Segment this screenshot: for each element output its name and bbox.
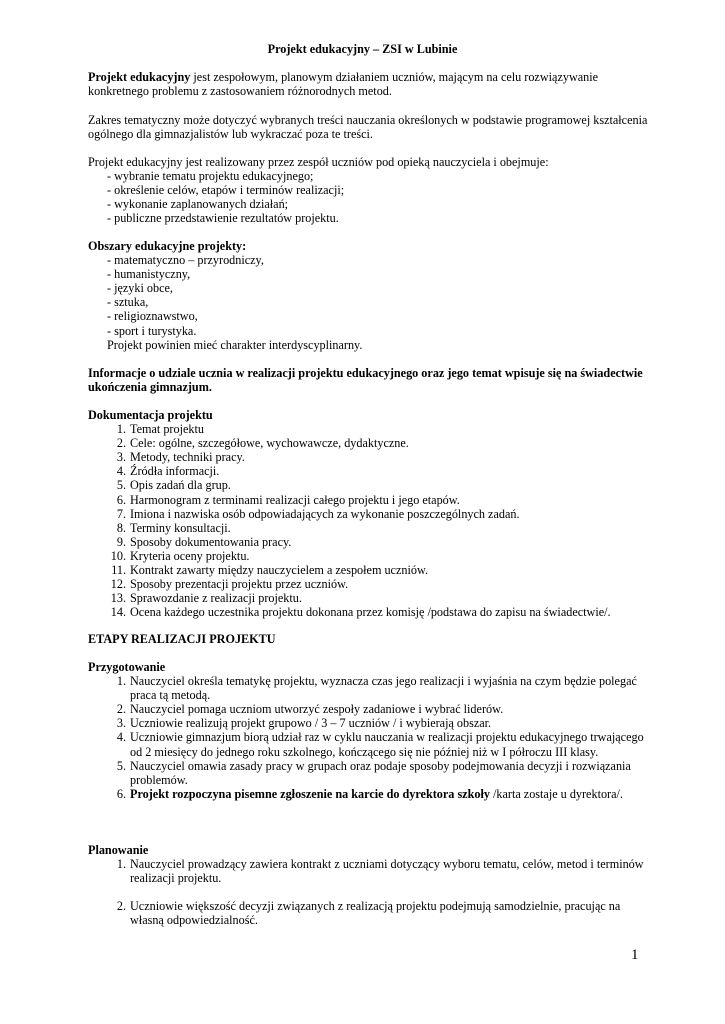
item-text: /karta zostaje u dyrektora/. xyxy=(489,786,623,801)
realization-lead: Projekt edukacyjny jest realizowany przez zespół uczniów pod opieką nauczyciela i obejmuje: xyxy=(88,155,549,169)
preparation-section xyxy=(88,660,648,801)
list-item xyxy=(88,521,648,535)
item-text: Sprawozdanie z realizacji projektu. xyxy=(130,591,302,606)
list-item xyxy=(88,493,648,507)
item-text: Kontrakt zawarty między nauczycielem a zespołem uczniów. xyxy=(130,563,429,578)
list-item: - określenie celów, etapów i terminów realizacji; xyxy=(107,183,345,198)
item-number: 1. xyxy=(116,857,126,872)
realization-section xyxy=(88,155,648,225)
item-number: 7. xyxy=(116,506,126,521)
stages-heading: ETAPY REALIZACJI PROJEKTU xyxy=(88,632,276,646)
list-item xyxy=(88,422,648,436)
areas-heading: Obszary edukacyjne projekty: xyxy=(88,239,247,253)
list-item xyxy=(88,674,648,702)
list-item xyxy=(88,857,648,885)
item-text: Nauczyciel pomaga uczniom utworzyć zespoły zadaniowe i wybrać liderów. xyxy=(130,702,504,717)
documentation-heading: Dokumentacja projektu xyxy=(88,408,213,422)
item-number: 3. xyxy=(116,716,126,731)
item-text: Uczniowie gimnazjum biorą udział raz w cyklu nauczania w realizacji projektu edukacyjnego trwającego od 2 miesięcy do jednego roku szkolnego, kończącego się nie później niż w I półroczu III klasy. xyxy=(130,730,644,759)
list-item xyxy=(88,535,648,549)
list-item xyxy=(88,759,648,787)
item-number: 11. xyxy=(111,563,126,578)
preparation-list xyxy=(88,674,648,787)
planning-list xyxy=(88,857,648,927)
item-number: 2. xyxy=(116,436,126,451)
item-number: 6. xyxy=(116,492,126,507)
item-number: 9. xyxy=(116,534,126,549)
list-item: - religioznawstwo, xyxy=(107,309,198,324)
item-number: 13. xyxy=(110,591,126,606)
list-item xyxy=(88,787,648,801)
item-text: Imiona i nazwiska osób odpowiadających za wykonanie poszczególnych zadań. xyxy=(130,506,520,521)
list-item: - sztuka, xyxy=(107,295,149,310)
item-number: 3. xyxy=(116,450,126,465)
list-item xyxy=(88,549,648,563)
item-number: 1. xyxy=(116,422,126,437)
list-item: - języki obce, xyxy=(107,281,173,296)
item-number: 5. xyxy=(116,478,126,493)
planning-section xyxy=(88,843,648,927)
item-text: Temat projektu xyxy=(130,422,204,437)
intro-paragraph xyxy=(88,70,648,98)
planning-heading: Planowanie xyxy=(88,843,149,857)
item-number: 12. xyxy=(110,577,126,592)
item-number: 5. xyxy=(116,758,126,773)
documentation-section xyxy=(88,408,648,619)
item-number: 4. xyxy=(116,464,126,479)
list-item xyxy=(88,478,648,492)
document-title: Projekt edukacyjny – ZSI w Lubinie xyxy=(267,42,458,56)
list-item xyxy=(88,605,648,619)
item-number: 4. xyxy=(116,730,126,745)
item-text: Uczniowie realizują projekt grupowo / 3 – 7 uczniów / i wybierają obszar. xyxy=(130,716,492,731)
areas-section xyxy=(88,239,648,352)
item-number: 1. xyxy=(116,674,126,689)
list-item xyxy=(88,464,648,478)
list-item xyxy=(88,436,648,450)
item-text: Nauczyciel omawia zasady pracy w grupach oraz podaje sposoby podejmowania decyzji i rozwiązania problemów. xyxy=(130,758,631,787)
certificate-note: Informacje o udziale ucznia w realizacji projektu edukacyjnego oraz jego temat wpisuje się na świadectwie ukończenia gimnazjum. xyxy=(88,366,643,395)
list-item: - wybranie tematu projektu edukacyjnego; xyxy=(107,169,314,184)
item-text: Metody, techniki pracy. xyxy=(130,450,245,465)
item-text: Ocena każdego uczestnika projektu dokonana przez komisję /podstawa do zapisu na świadectwie/. xyxy=(130,605,611,620)
item-number: 10. xyxy=(110,548,126,563)
page-number: 1 xyxy=(631,947,639,963)
item-text: Sposoby dokumentowania pracy. xyxy=(130,534,292,549)
item-number: 6. xyxy=(116,786,126,801)
documentation-list xyxy=(88,422,648,619)
preparation-list-last xyxy=(88,787,648,801)
item-bold-text: Projekt rozpoczyna pisemne zgłoszenie na karcie do dyrektora szkoły xyxy=(130,786,490,801)
item-text: Cele: ogólne, szczegółowe, wychowawcze, dydaktyczne. xyxy=(130,436,409,451)
scope-paragraph: Zakres tematyczny może dotyczyć wybranych treści nauczania określonych w podstawie programowej kształcenia ogólnego dla gimnazjalistów lub wykraczać poza te treści. xyxy=(88,113,648,142)
item-text: Nauczyciel prowadzący zawiera kontrakt z uczniami dotyczący wyboru tematu, celów, metod i terminów realizacji projektu. xyxy=(130,857,644,886)
intro-definition: jest zespołowym, planowym działaniem uczniów, mającym na celu rozwiązywanie konkretnego problemu z zastosowaniem różnorodnych metod. xyxy=(88,70,599,99)
list-item xyxy=(88,702,648,716)
item-text: Harmonogram z terminami realizacji całego projektu i jego etapów. xyxy=(130,492,460,507)
list-item: - publiczne przedstawienie rezultatów projektu. xyxy=(107,211,339,226)
list-item xyxy=(88,507,648,521)
areas-note: Projekt powinien mieć charakter interdyscyplinarny. xyxy=(107,337,363,352)
list-item xyxy=(88,450,648,464)
list-item xyxy=(88,577,648,591)
item-number: 8. xyxy=(116,520,126,535)
item-text: Kryteria oceny projektu. xyxy=(130,548,250,563)
item-number: 2. xyxy=(116,899,126,914)
item-number: 2. xyxy=(116,702,126,717)
list-item: - matematyczno – przyrodniczy, xyxy=(107,253,264,268)
item-text: Sposoby prezentacji projektu przez uczniów. xyxy=(130,577,349,592)
item-text: Opis zadań dla grup. xyxy=(130,478,231,493)
list-item: - sport i turystyka. xyxy=(107,323,197,338)
list-item xyxy=(88,716,648,730)
list-item xyxy=(88,591,648,605)
list-item: - wykonanie zaplanowanych działań; xyxy=(107,197,289,212)
list-item xyxy=(88,730,648,758)
item-number: 14. xyxy=(110,605,126,620)
list-item xyxy=(88,899,648,927)
list-item xyxy=(88,563,648,577)
preparation-heading: Przygotowanie xyxy=(88,660,166,674)
item-text: Nauczyciel określa tematykę projektu, wyznacza czas jego realizacji i wyjaśnia na czym będzie polegać praca tą metodą. xyxy=(130,674,637,703)
item-text: Źródła informacji. xyxy=(130,464,220,479)
list-item: - humanistyczny, xyxy=(107,267,191,282)
item-text: Uczniowie większość decyzji związanych z realizacją projektu podejmują samodzielnie, pracując na własną odpowiedzialność. xyxy=(130,899,621,928)
intro-term: Projekt edukacyjny xyxy=(88,70,191,84)
item-text: Terminy konsultacji. xyxy=(130,520,231,535)
